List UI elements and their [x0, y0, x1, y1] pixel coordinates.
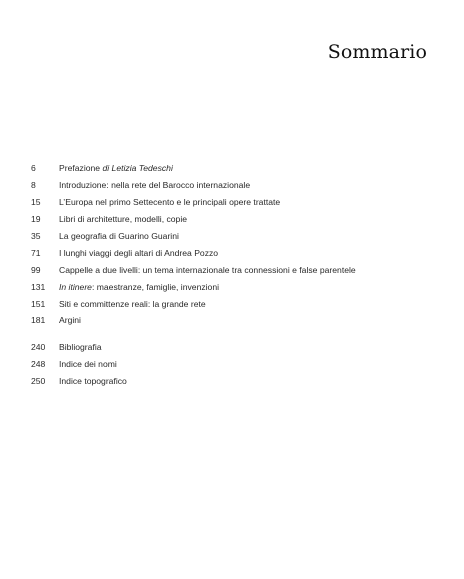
toc-page-number: 35	[31, 231, 41, 241]
toc-appendix-entry[interactable]	[31, 339, 441, 356]
toc-entry[interactable]	[31, 194, 441, 211]
toc-page-number: 8	[31, 180, 36, 191]
toc-list	[31, 160, 441, 390]
toc-entry[interactable]	[31, 177, 441, 194]
toc-entry-label: Siti e committenze reali: la grande rete	[59, 298, 206, 309]
toc-page-number: 19	[31, 214, 41, 225]
toc-entry-label: Indice topografico	[59, 376, 127, 387]
toc-entry[interactable]	[31, 295, 441, 312]
toc-page-number: 151	[31, 298, 46, 309]
toc-entry[interactable]	[31, 312, 441, 329]
toc-entry-label: Cappelle a due livelli: un tema internazionale tra connessioni e false parentele	[59, 264, 356, 275]
toc-entry-label: In itinere: maestranze, famiglie, invenzioni	[59, 281, 220, 292]
toc-entry[interactable]	[31, 228, 441, 245]
page-title: Sommario	[327, 41, 427, 63]
toc-entry[interactable]	[31, 211, 441, 228]
toc-page-number: 15	[31, 197, 41, 208]
toc-entry-label: Argini	[59, 315, 81, 326]
toc-entry-label: Libri di architetture, modelli, copie	[59, 214, 188, 225]
toc-appendix-entry[interactable]	[31, 356, 441, 373]
toc-page-number: 71	[31, 247, 41, 258]
toc-page-number: 99	[31, 264, 41, 275]
toc-entry[interactable]	[31, 261, 441, 278]
toc-page-number: 248	[31, 359, 46, 370]
toc-entry-label: Bibliografia	[59, 342, 102, 353]
toc-page-number: 181	[31, 315, 46, 326]
toc-entry-label: Prefazione di Letizia Tedeschi	[59, 163, 173, 174]
toc-page-number: 250	[31, 376, 46, 387]
toc-page-number: 131	[31, 281, 46, 292]
toc-entry-label: Indice dei nomi	[59, 359, 117, 370]
toc-page-number: 240	[31, 342, 46, 353]
toc-entry[interactable]	[31, 244, 441, 261]
toc-entry-label: L’Europa nel primo Settecento e le principali opere trattate	[59, 197, 281, 208]
toc-entry[interactable]	[31, 278, 441, 295]
toc-page-number: 6	[31, 163, 36, 174]
toc-entry-label: I lunghi viaggi degli altari di Andrea Pozzo	[59, 247, 219, 258]
toc-entry-label: Introduzione: nella rete del Barocco internazionale	[59, 180, 251, 191]
toc-entry[interactable]	[31, 160, 441, 177]
toc-appendix-entry[interactable]	[31, 373, 441, 390]
toc-entry-label: La geografia di Guarino Guarini	[59, 231, 179, 241]
